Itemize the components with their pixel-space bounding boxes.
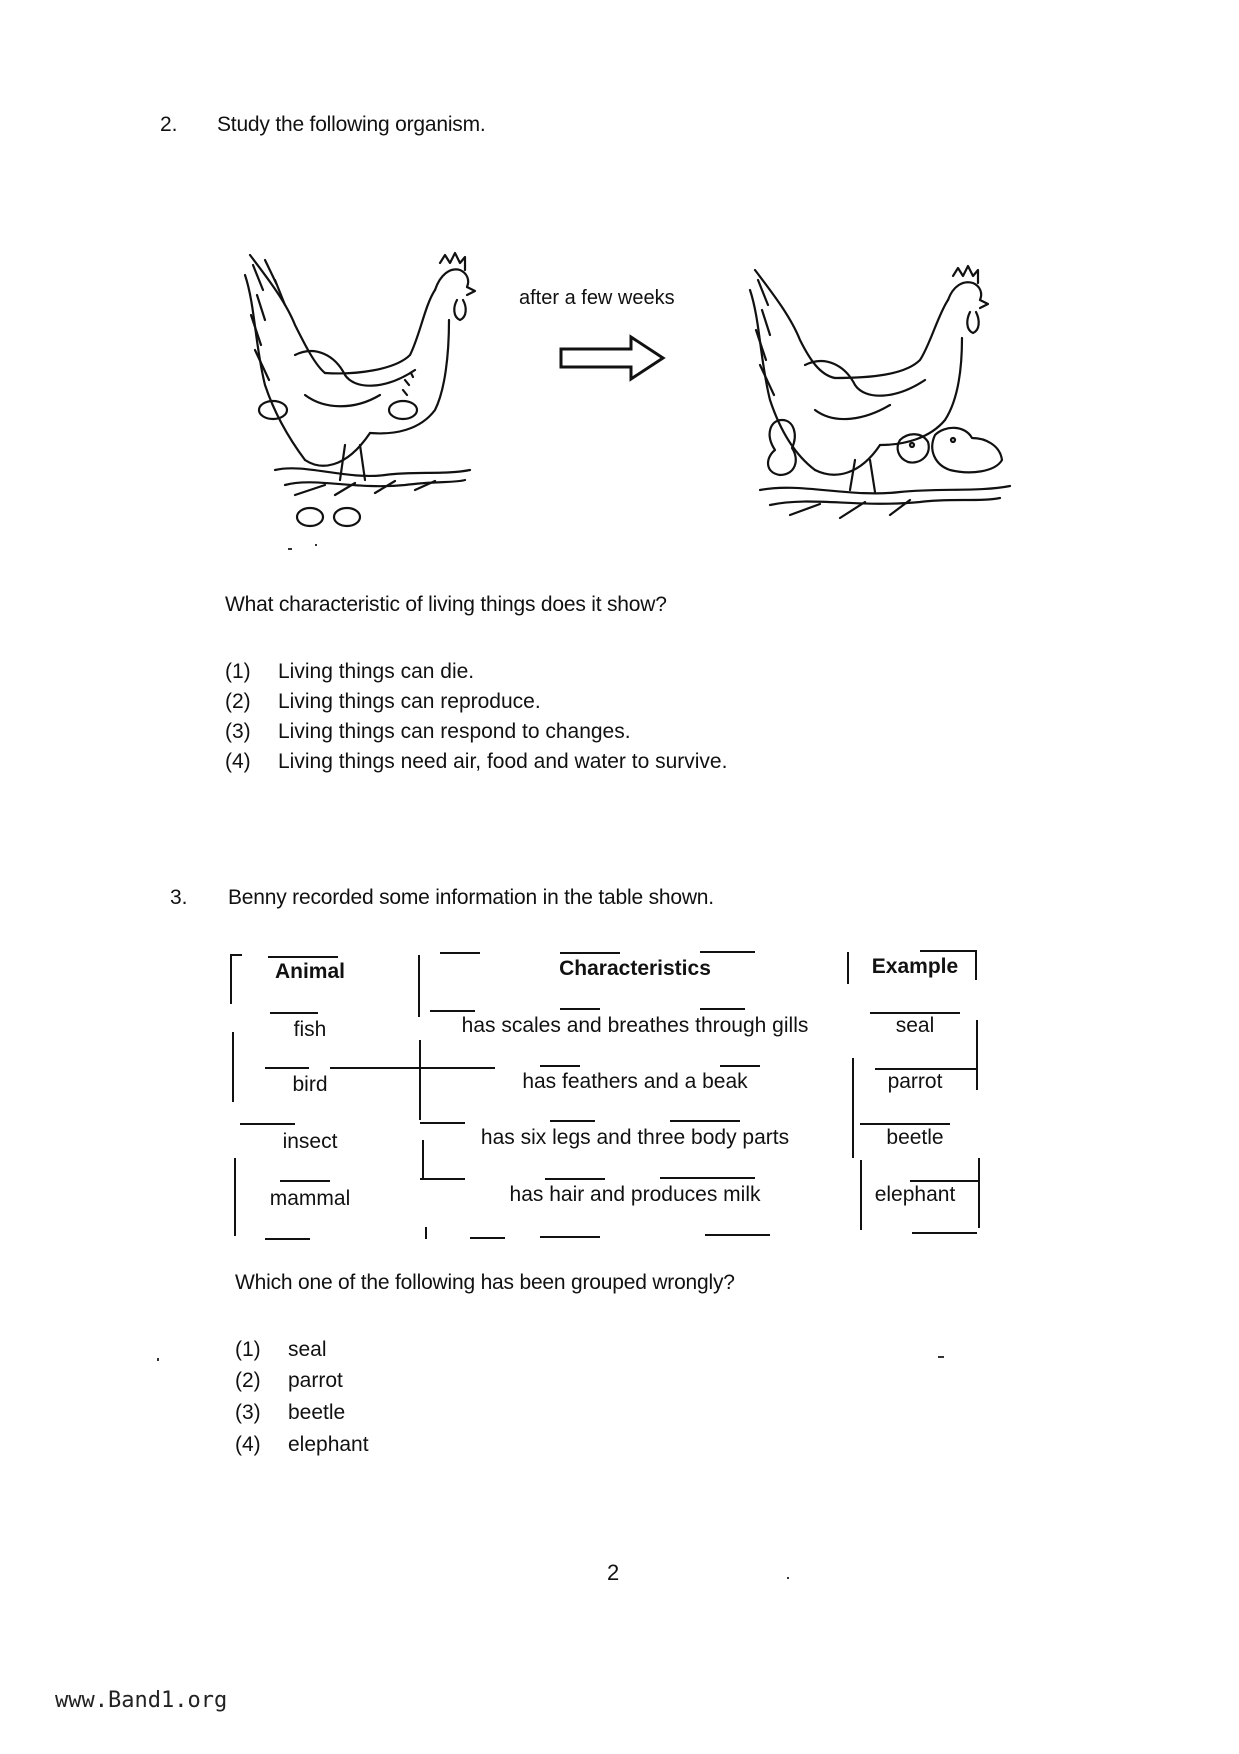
table-cell-example: beetle (886, 1126, 944, 1149)
table-cell-example: seal (895, 1014, 935, 1037)
option-text: seal (288, 1338, 327, 1361)
scan-speck (787, 1577, 789, 1579)
option-number: (2) (235, 1369, 261, 1392)
option-number: (2) (225, 690, 251, 713)
table-cell-animal: bird (292, 1073, 328, 1096)
option-number: (1) (225, 660, 251, 683)
scan-speck (288, 548, 292, 550)
option-number: (3) (235, 1401, 261, 1424)
footer-watermark: www.Band1.org (55, 1688, 228, 1713)
table-header-example: Example (871, 955, 959, 978)
hen-figure (235, 245, 1025, 565)
table-cell-characteristics: has scales and breathes through gills (461, 1014, 809, 1037)
table-cell-animal: insect (282, 1130, 338, 1153)
table-header-characteristics: Characteristics (559, 957, 711, 980)
hen-with-eggs-image (235, 245, 525, 560)
option-text: Living things can respond to changes. (278, 720, 631, 743)
option-text: beetle (288, 1401, 346, 1424)
scan-speck (315, 544, 317, 546)
option-number: (4) (225, 750, 251, 773)
option-text: elephant (288, 1433, 369, 1456)
question-2-number: 2. (160, 113, 178, 136)
question-3-number: 3. (170, 886, 188, 909)
figure-caption: after a few weeks (519, 287, 675, 309)
table-cell-animal: mammal (269, 1187, 351, 1210)
table-cell-example: elephant (874, 1183, 956, 1206)
table-cell-characteristics: has feathers and a beak (522, 1070, 748, 1093)
option-text: Living things can reproduce. (278, 690, 541, 713)
scan-speck (938, 1356, 944, 1358)
option-text: parrot (288, 1369, 343, 1392)
scan-speck (157, 1358, 159, 1361)
option-number: (3) (225, 720, 251, 743)
page-number: 2 (607, 1560, 620, 1585)
option-text: Living things need air, food and water to survive. (278, 750, 728, 773)
question-3-prompt: Benny recorded some information in the table shown. (228, 886, 714, 909)
option-number: (4) (235, 1433, 261, 1456)
question-2-prompt: Study the following organism. (217, 113, 486, 136)
question-3-text: Which one of the following has been grouped wrongly? (235, 1271, 735, 1294)
arrow-right-icon (559, 333, 669, 383)
animal-table (230, 940, 1000, 1240)
table-cell-example: parrot (887, 1070, 943, 1093)
table-header-animal: Animal (274, 960, 345, 983)
hen-with-chicks-image (740, 260, 1025, 550)
table-cell-characteristics: has six legs and three body parts (480, 1126, 790, 1149)
option-text: Living things can die. (278, 660, 475, 683)
option-number: (1) (235, 1338, 261, 1361)
table-cell-characteristics: has hair and produces milk (509, 1183, 761, 1206)
question-2-text: What characteristic of living things does it show? (225, 593, 667, 616)
table-cell-animal: fish (293, 1018, 327, 1041)
